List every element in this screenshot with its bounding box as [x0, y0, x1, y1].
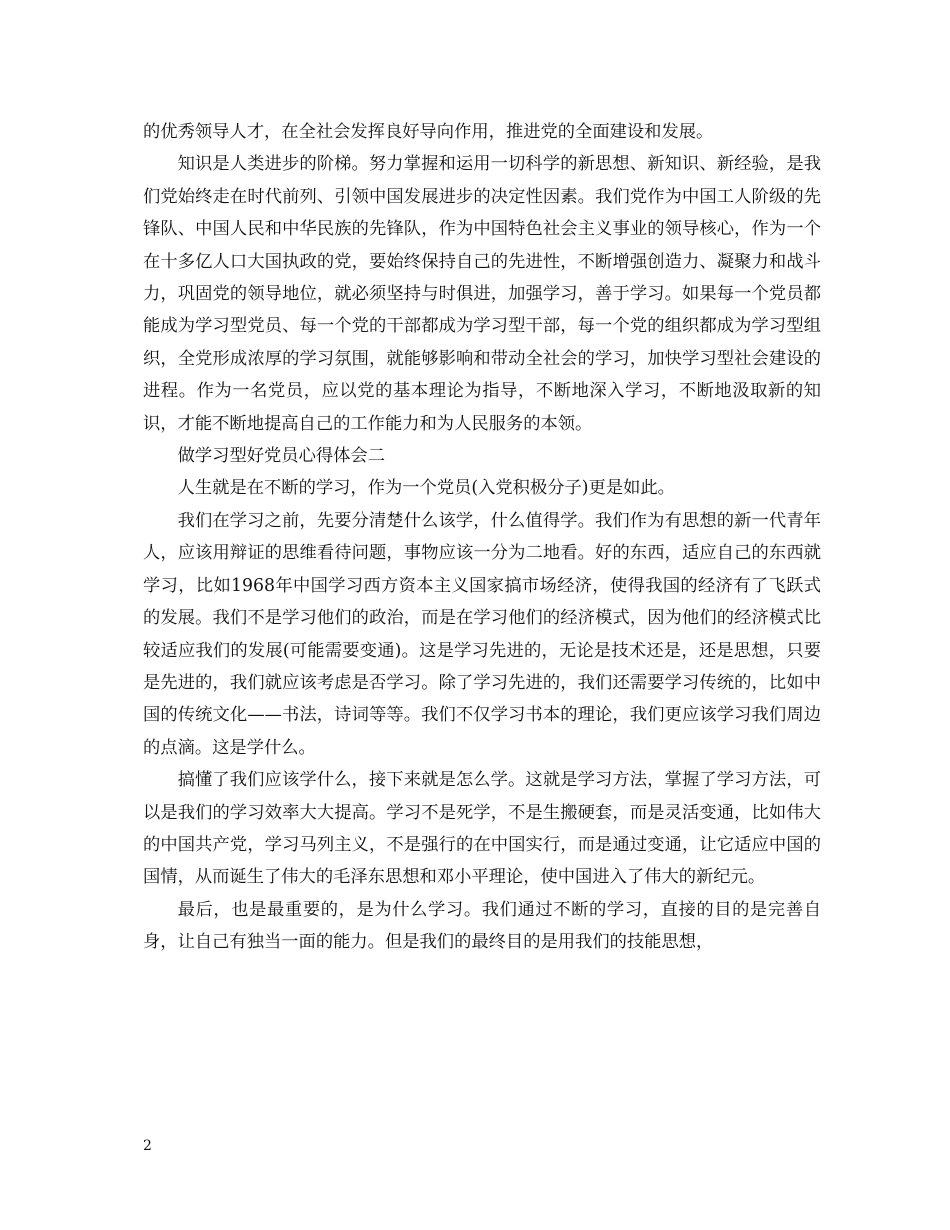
- paragraph-knowledge: 知识是人类进步的阶梯。努力掌握和运用一切科学的新思想、新知识、新经验，是我们党始终走在时代前列、引领中国发展进步的决定性因素。我们党作为中国工人阶级的先锋队、中国人民和中华民族的先锋队，作为中国特色社会主义事业的领导核心，作为一个在十多亿人口大国执政的党，要始终保持自己的先进性，不断增强创造力、凝聚力和战斗力，巩固党的领导地位，就必须坚持与时俱进，加强学习，善于学习。如果每一个党员都能成为学习型党员、每一个党的干部都成为学习型干部，每一个党的组织都成为学习型组织，全党形成浓厚的学习氛围，就能够影响和带动全社会的学习，加快学习型社会建设的进程。作为一名党员，应以党的基本理论为指导，不断地深入学习，不断地汲取新的知识，才能不断地提高自己的工作能力和为人民服务的本领。: [143, 154, 821, 434]
- page-number: 2: [143, 1138, 152, 1154]
- document-body: [143, 116, 821, 959]
- section-heading: 做学习型好党员心得体会二: [177, 446, 385, 467]
- paragraph-continuation: 的优秀领导人才，在全社会发挥良好导向作用，推进党的全面建设和发展。: [143, 122, 714, 142]
- paragraph-intro: 人生就是在不断的学习，作为一个党员(入党积极分子)更是如此。: [177, 478, 675, 499]
- paragraph-why-learn: 最后，也是最重要的，是为什么学习。我们通过不断的学习，直接的目的是完善自身，让自己有独当一面的能力。但是我们的最终目的是用我们的技能思想，: [143, 899, 821, 953]
- paragraph-what-to-learn: 我们在学习之前，先要分清楚什么该学，什么值得学。我们作为有思想的新一代青年人，应该用辩证的思维看待问题，事物应该一分为二地看。好的东西，适应自己的东西就学习，比如1968年中国学习西方资本主义国家搞市场经济，使得我国的经济有了飞跃式的发展。我们不是学习他们的政治，而是在学习他们的经济模式，因为他们的经济模式比较适应我们的发展(可能需要变通)。这是学习先进的，无论是技术还是，还是思想，只要是先进的，我们就应该考虑是否学习。除了学习先进的，我们还需要学习传统的，比如中国的传统文化——书法，诗词等等。我们不仅学习书本的理论，我们更应该学习我们周边的点滴。这是学什么。: [143, 510, 821, 758]
- paragraph-how-to-learn: 搞懂了我们应该学什么，接下来就是怎么学。这就是学习方法，掌握了学习方法，可以是我们的学习效率大大提高。学习不是死学，不是生搬硬套，而是灵活变通，比如伟大的中国共产党，学习马列主义，不是强行的在中国实行，而是通过变通，让它适应中国的国情，从而诞生了伟大的毛泽东思想和邓小平理论，使中国进入了伟大的新纪元。: [143, 770, 821, 888]
